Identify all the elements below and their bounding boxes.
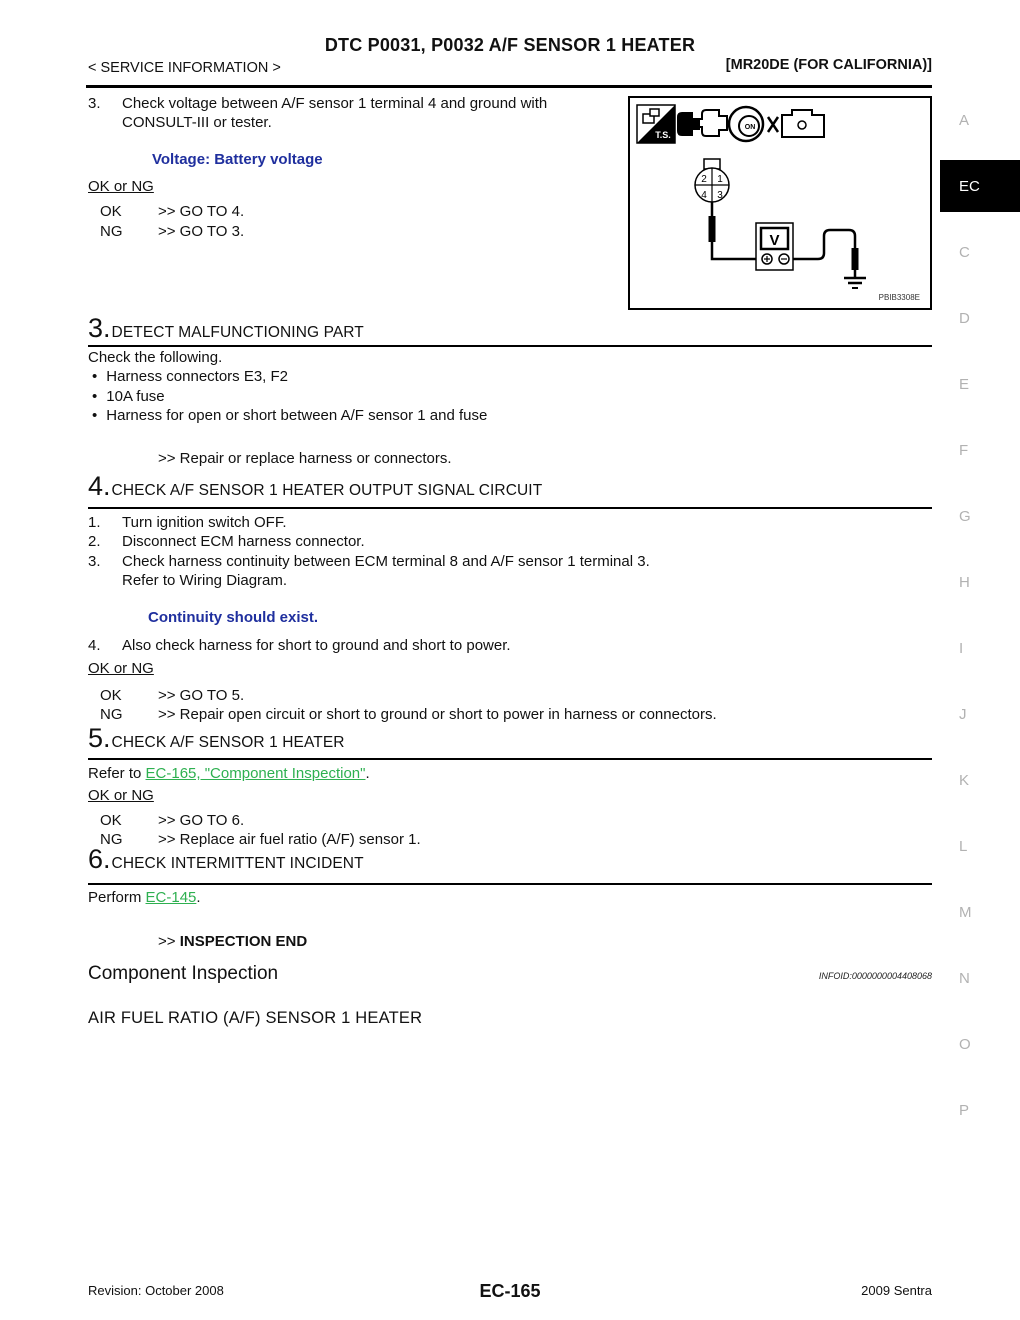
- section-tab-d: D: [959, 309, 970, 327]
- inspection-end-label: INSPECTION END: [179, 933, 308, 950]
- step-number: 3.: [88, 553, 101, 570]
- step-text: Turn ignition switch OFF.: [122, 514, 287, 531]
- disconnect-ecm-icon: [768, 110, 824, 137]
- header-divider: [86, 85, 932, 88]
- ts-tool-icon: [637, 105, 675, 143]
- step-text-line2: CONSULT-III or tester.: [122, 114, 272, 131]
- figure-caption: PBIB3308E: [878, 293, 920, 302]
- pin-3-label: 3: [717, 190, 723, 201]
- bullet-item: • Harness for open or short between A/F sensor 1 and fuse: [92, 407, 487, 424]
- continuity-spec: Continuity should exist.: [148, 609, 319, 626]
- section-6-number: 6.: [88, 844, 111, 874]
- step-text-line1: Check voltage between A/F sensor 1 terminal 4 and ground with: [122, 95, 548, 112]
- section-tab-p: P: [959, 1101, 970, 1119]
- af-sensor-connector: [695, 159, 729, 202]
- perform-suffix: .: [196, 889, 201, 906]
- inspection-end-line: [158, 932, 307, 951]
- component-inspection-link[interactable]: EC-165, "Component Inspection": [145, 765, 366, 782]
- service-information-label: < SERVICE INFORMATION >: [88, 60, 281, 76]
- test-procedure-figure: [628, 96, 932, 310]
- ignition-on-icon: [729, 107, 763, 141]
- ground-icon: [844, 278, 866, 288]
- step-number: 4.: [88, 637, 101, 654]
- section-tab-k: K: [959, 771, 970, 789]
- section-tab-j: J: [959, 705, 967, 723]
- section-3-divider: [88, 345, 932, 347]
- section-tab-g: G: [959, 507, 971, 525]
- svg-text:ON: ON: [744, 124, 756, 131]
- engine-variant-label: [MR20DE (FOR CALIFORNIA)]: [725, 57, 932, 73]
- section-5-divider: [88, 758, 932, 760]
- section-tab-o: O: [959, 1035, 971, 1053]
- section-tab-l: L: [959, 837, 968, 855]
- connector-male-icon: [677, 112, 700, 136]
- voltage-spec: Voltage: Battery voltage: [152, 151, 323, 168]
- ok-result-label: OK: [100, 687, 122, 704]
- component-inspection-heading: Component Inspection: [88, 963, 279, 984]
- step-text: Check harness continuity between ECM terminal 8 and A/F sensor 1 terminal 3.: [122, 553, 650, 570]
- bullet-item: • 10A fuse: [92, 388, 165, 405]
- step-number: 2.: [88, 533, 101, 550]
- ng-result-label: NG: [100, 831, 123, 848]
- step-number: 1.: [88, 514, 101, 531]
- step-text: Also check harness for short to ground and short to power.: [122, 637, 511, 654]
- svg-text:T.S.: T.S.: [655, 130, 671, 140]
- section-3-title: DETECT MALFUNCTIONING PART: [111, 324, 364, 341]
- perform-line: [88, 888, 201, 907]
- refer-line: [88, 764, 370, 783]
- section-3-header: [88, 313, 364, 344]
- section-5-title: CHECK A/F SENSOR 1 HEATER: [111, 734, 345, 751]
- section-5-number: 5.: [88, 723, 111, 753]
- section-tab-c: C: [959, 243, 970, 261]
- section-tab-m: M: [959, 903, 972, 921]
- section-tab-a: A: [959, 111, 970, 129]
- section-4-number: 4.: [88, 471, 111, 501]
- section-tab-n: N: [959, 969, 970, 987]
- voltmeter-label: V: [769, 232, 780, 249]
- step-text-continued: Refer to Wiring Diagram.: [122, 572, 288, 589]
- section-tab-ec-active: EC: [940, 160, 1020, 212]
- section-5-header: [88, 723, 345, 754]
- ok-or-ng-label: OK or NG: [88, 178, 154, 195]
- ng-result-action: >> GO TO 3.: [158, 223, 245, 240]
- figure-drawing: [630, 98, 930, 308]
- pin-2-label: 2: [701, 174, 707, 185]
- section-tab-e: E: [959, 375, 970, 393]
- ok-or-ng-label: OK or NG: [88, 660, 154, 677]
- ng-result-action: >> Replace air fuel ratio (A/F) sensor 1.: [158, 831, 421, 848]
- page-number: EC-165: [479, 1281, 541, 1301]
- ng-result-label: NG: [100, 706, 123, 723]
- refer-prefix: Refer to: [88, 765, 146, 782]
- section-tab-h: H: [959, 573, 970, 591]
- ng-result-action: >> Repair open circuit or short to ground or short to power in harness or connectors.: [158, 706, 717, 723]
- connector-female-icon: [699, 110, 727, 136]
- ng-result-label: NG: [100, 223, 123, 240]
- section-6-divider: [88, 883, 932, 885]
- ok-result-action: >> GO TO 6.: [158, 812, 245, 829]
- step-text: Disconnect ECM harness connector.: [122, 533, 365, 550]
- pin-1-label: 1: [717, 174, 723, 185]
- voltmeter: [756, 223, 793, 270]
- inspection-end-arrows: >>: [158, 933, 176, 950]
- section-3-number: 3.: [88, 313, 111, 343]
- step-number: 3.: [88, 95, 101, 112]
- section-index-sidebar: [940, 87, 1020, 1143]
- ok-result-label: OK: [100, 812, 122, 829]
- section-6-header: [88, 844, 364, 875]
- ok-result-label: OK: [100, 203, 122, 220]
- section-4-title: CHECK A/F SENSOR 1 HEATER OUTPUT SIGNAL CIRCUIT: [111, 482, 543, 499]
- section-tab-f: F: [959, 441, 969, 459]
- section-6-title: CHECK INTERMITTENT INCIDENT: [111, 855, 364, 872]
- ok-result-action: >> GO TO 4.: [158, 203, 245, 220]
- ok-result-action: >> GO TO 5.: [158, 687, 245, 704]
- model-year-label: 2009 Sentra: [861, 1283, 932, 1298]
- component-inspection-subheading: AIR FUEL RATIO (A/F) SENSOR 1 HEATER: [88, 1009, 423, 1027]
- ok-or-ng-label: OK or NG: [88, 787, 154, 804]
- section-tab-i: I: [959, 639, 964, 657]
- section-3-action: >> Repair or replace harness or connectors.: [158, 450, 452, 467]
- perform-prefix: Perform: [88, 889, 146, 906]
- section-4-divider: [88, 507, 932, 509]
- revision-label: Revision: October 2008: [88, 1283, 224, 1298]
- section-4-header: [88, 471, 542, 502]
- ec-145-link[interactable]: EC-145: [145, 889, 197, 906]
- page-title: DTC P0031, P0032 A/F SENSOR 1 HEATER: [324, 35, 696, 55]
- refer-suffix: .: [365, 765, 370, 782]
- section-3-intro: Check the following.: [88, 349, 223, 366]
- pin-4-label: 4: [701, 190, 707, 201]
- bullet-item: • Harness connectors E3, F2: [92, 368, 288, 385]
- infoid-label: INFOID:0000000004408068: [818, 971, 932, 981]
